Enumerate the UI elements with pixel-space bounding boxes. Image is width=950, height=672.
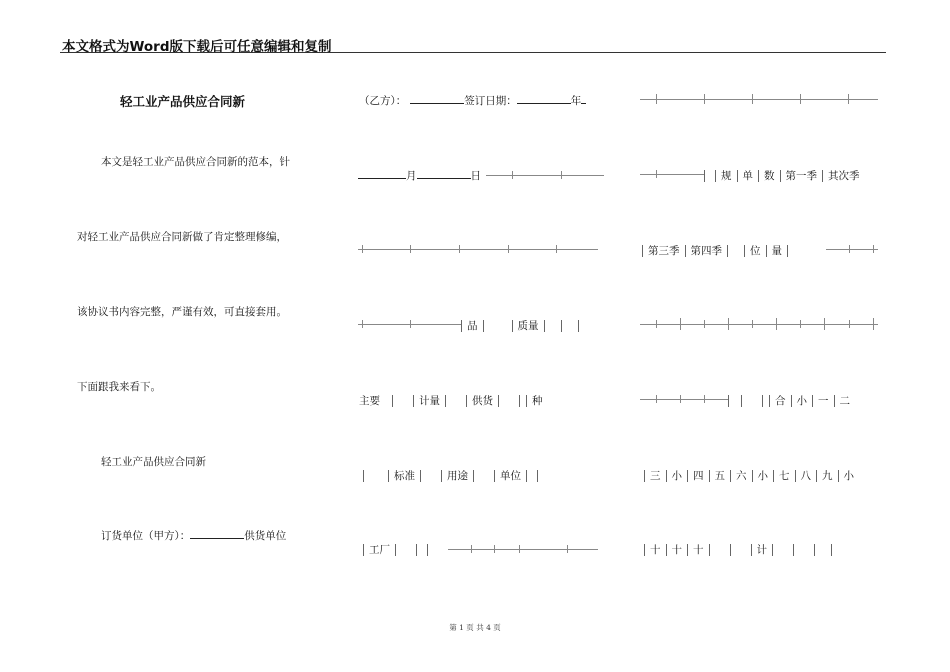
table-tick xyxy=(728,318,729,330)
table-tick xyxy=(873,245,874,253)
supplier-label: 供货单位 xyxy=(244,530,287,542)
table-cell: 小 xyxy=(843,470,854,482)
month-blank[interactable] xyxy=(358,168,406,179)
year-label: 年 xyxy=(570,95,582,107)
table-tick xyxy=(873,318,874,330)
table-cell: 第四季 xyxy=(690,245,722,257)
intro-line-1: 本文是轻工业产品供应合同新的范本，针 xyxy=(101,156,290,168)
table-tick xyxy=(459,245,460,253)
table-row xyxy=(644,468,859,483)
table-tick xyxy=(362,320,363,328)
table-rule xyxy=(640,324,878,325)
table-tick xyxy=(519,545,520,553)
table-tick xyxy=(656,94,657,104)
intro-line-3: 该协议书内容完整，严谨有效，可直接套用。 xyxy=(77,306,287,318)
table-tick xyxy=(704,320,705,328)
table-cell: 十 xyxy=(671,544,682,556)
table-tick xyxy=(556,245,557,253)
table-row xyxy=(704,168,865,183)
table-tick xyxy=(680,318,681,330)
table-row xyxy=(642,243,788,258)
party-b-blank[interactable] xyxy=(410,93,464,104)
table-cell: 第一季 xyxy=(785,170,817,182)
table-cell: 二 xyxy=(839,395,850,407)
year-tail-blank[interactable] xyxy=(581,93,586,104)
table-cell: 计量 xyxy=(419,395,440,407)
table-cell: 其次季 xyxy=(828,170,860,182)
table-cell: 量 xyxy=(771,245,782,257)
table-cell: 小 xyxy=(796,395,807,407)
table-cell: 单 xyxy=(742,170,753,182)
table-tick xyxy=(656,170,657,178)
month-label: 月 xyxy=(406,170,417,182)
table-cell: 品 xyxy=(467,320,478,332)
table-rule xyxy=(640,399,728,400)
table-cell: 用途 xyxy=(447,470,468,482)
sign-date-label: 签订日期： xyxy=(464,95,517,107)
date-line xyxy=(358,168,481,183)
table-rule xyxy=(486,175,604,176)
table-row xyxy=(461,318,579,333)
table-cell: 规 xyxy=(721,170,732,182)
table-cell: 数 xyxy=(764,170,775,182)
table-cell: 小 xyxy=(757,470,768,482)
table-cell: 标准 xyxy=(394,470,415,482)
table-tick xyxy=(776,318,777,330)
table-row xyxy=(363,468,538,483)
day-blank[interactable] xyxy=(417,168,471,179)
table-cell: 供货 xyxy=(472,395,493,407)
table-tick xyxy=(704,395,705,403)
table-rule xyxy=(640,174,704,175)
buyer-line xyxy=(101,528,286,543)
table-row xyxy=(644,542,832,557)
table-row xyxy=(363,542,428,557)
table-tick xyxy=(362,245,363,253)
table-cell: 三 xyxy=(650,470,661,482)
table-cell: 五 xyxy=(714,470,725,482)
table-tick xyxy=(656,320,657,328)
table-tick xyxy=(752,94,753,104)
table-tick xyxy=(410,245,411,253)
table-cell: 种 xyxy=(532,395,543,407)
table-tick xyxy=(680,395,681,403)
buyer-blank[interactable] xyxy=(190,528,244,539)
table-rule xyxy=(640,99,878,100)
table-tick xyxy=(561,171,562,179)
table-cell: 单位 xyxy=(500,470,521,482)
table-cell: 位 xyxy=(750,245,761,257)
table-tick xyxy=(512,171,513,179)
table-tick xyxy=(656,395,657,403)
intro-line-2: 对轻工业产品供应合同新做了肯定整理修编， xyxy=(77,231,287,243)
party-b-line xyxy=(359,93,586,108)
table-cell: 小 xyxy=(671,470,682,482)
table-cell: 主要 xyxy=(359,395,380,407)
page-footer: 第 1 页 共 4 页 xyxy=(449,623,501,632)
header-rule xyxy=(60,52,886,53)
table-rule xyxy=(826,249,878,250)
table-tick xyxy=(752,320,753,328)
table-tick xyxy=(410,320,411,328)
table-tick xyxy=(704,94,705,104)
table-cell: 十 xyxy=(693,544,704,556)
table-tick xyxy=(567,545,568,553)
table-cell: 一 xyxy=(818,395,829,407)
year-blank[interactable] xyxy=(517,93,571,104)
table-cell: 七 xyxy=(779,470,790,482)
table-cell: 十 xyxy=(650,544,661,556)
intro-line-4: 下面跟我来看下。 xyxy=(77,381,161,393)
table-cell: 质量 xyxy=(517,320,539,332)
document-title: 轻工业产品供应合同新 xyxy=(120,94,246,109)
table-cell: 计 xyxy=(756,544,767,556)
table-tick xyxy=(508,245,509,253)
table-tick xyxy=(824,318,825,330)
table-cell: 第三季 xyxy=(648,245,680,257)
table-cell: 六 xyxy=(736,470,747,482)
table-cell: 九 xyxy=(822,470,833,482)
table-cell: 工厂 xyxy=(369,544,390,556)
table-rule xyxy=(358,249,598,250)
table-tick xyxy=(849,245,850,253)
table-row xyxy=(728,393,855,408)
header-title: 本文格式为Word版下载后可任意编辑和复制 xyxy=(62,39,332,55)
table-cell: 八 xyxy=(800,470,811,482)
contract-heading: 轻工业产品供应合同新 xyxy=(101,456,206,468)
table-cell: 合 xyxy=(775,395,786,407)
day-label: 日 xyxy=(470,170,481,182)
table-tick xyxy=(494,545,495,553)
table-tick xyxy=(471,545,472,553)
table-cell: 四 xyxy=(693,470,704,482)
buyer-label: 订货单位（甲方）： xyxy=(101,530,191,542)
party-b-label: （乙方）： xyxy=(359,95,407,107)
table-row xyxy=(359,393,548,408)
table-tick xyxy=(800,320,801,328)
table-tick xyxy=(849,320,850,328)
table-tick xyxy=(800,94,801,104)
table-tick xyxy=(848,94,849,104)
